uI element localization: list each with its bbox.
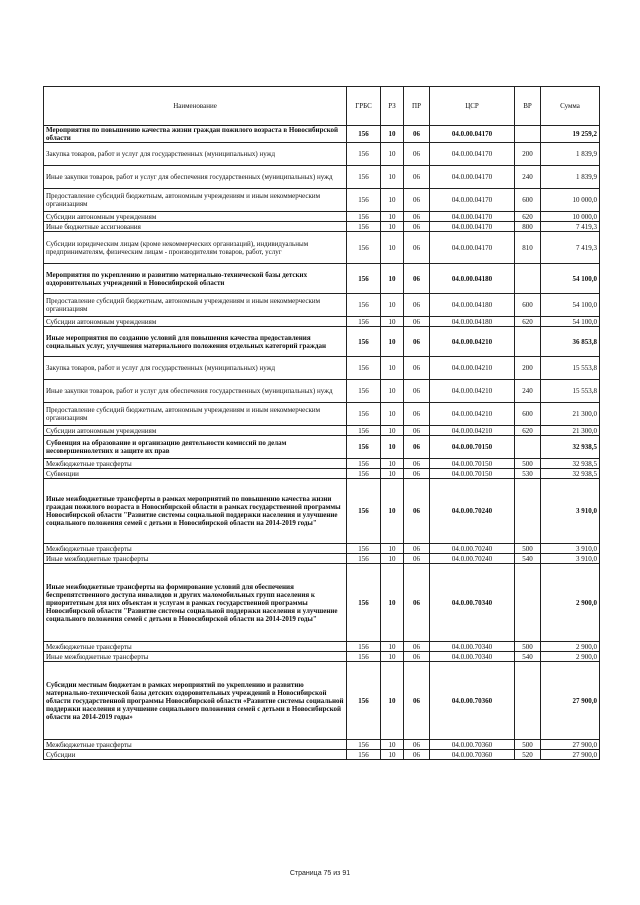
cell-grbs: 156 xyxy=(347,222,381,232)
cell-sum: 32 938,5 xyxy=(541,436,600,459)
cell-grbs: 156 xyxy=(347,469,381,479)
cell-grbs: 156 xyxy=(347,317,381,327)
cell-grbs: 156 xyxy=(347,166,381,189)
cell-vr: 600 xyxy=(515,189,541,212)
header-sum: Сумма xyxy=(541,87,600,126)
header-grbs: ГРБС xyxy=(347,87,381,126)
table-row xyxy=(44,564,600,642)
table-row xyxy=(44,426,600,436)
cell-pr: 06 xyxy=(404,380,430,403)
cell-sum: 10 000,0 xyxy=(541,212,600,222)
cell-csr: 04.0.00.04170 xyxy=(430,189,515,212)
cell-sum: 15 553,8 xyxy=(541,380,600,403)
cell-csr: 04.0.00.04170 xyxy=(430,222,515,232)
header-rz: РЗ xyxy=(381,87,404,126)
table-row xyxy=(44,479,600,544)
table-row xyxy=(44,403,600,426)
cell-csr: 04.0.00.04170 xyxy=(430,166,515,189)
cell-pr: 06 xyxy=(404,232,430,264)
cell-sum: 15 553,8 xyxy=(541,357,600,380)
cell-vr xyxy=(515,264,541,294)
cell-csr: 04.0.00.70340 xyxy=(430,642,515,652)
cell-rz: 10 xyxy=(381,357,404,380)
cell-pr: 06 xyxy=(404,750,430,760)
cell-csr: 04.0.00.04170 xyxy=(430,212,515,222)
cell-rz: 10 xyxy=(381,294,404,317)
cell-name: Иные закупки товаров, работ и услуг для обеспечения государственных (муниципальных) нужд xyxy=(44,380,347,403)
cell-name: Межбюджетные трансферты xyxy=(44,642,347,652)
cell-rz: 10 xyxy=(381,126,404,143)
cell-vr: 500 xyxy=(515,740,541,750)
cell-csr: 04.0.00.70240 xyxy=(430,554,515,564)
table-row xyxy=(44,327,600,357)
cell-csr: 04.0.00.04210 xyxy=(430,426,515,436)
cell-name: Предоставление субсидий бюджетным, автономным учреждениям и иным некоммерческим организациям xyxy=(44,189,347,212)
table-row xyxy=(44,642,600,652)
cell-rz: 10 xyxy=(381,436,404,459)
cell-rz: 10 xyxy=(381,750,404,760)
cell-vr: 200 xyxy=(515,143,541,166)
cell-sum: 21 300,0 xyxy=(541,426,600,436)
cell-name: Иные межбюджетные трансферты в рамках мероприятий по повышению качества жизни граждан пожилого возраста в Новосибирской области в рамках государственной программы Новосибирской области "Развитие системы социальной поддержки населения и улучшение социального положения семей с детьми в Новосибирской области на 2014-2019 годы" xyxy=(44,479,347,544)
cell-pr: 06 xyxy=(404,469,430,479)
cell-rz: 10 xyxy=(381,380,404,403)
cell-vr: 620 xyxy=(515,426,541,436)
cell-sum: 7 419,3 xyxy=(541,232,600,264)
cell-rz: 10 xyxy=(381,479,404,544)
cell-pr: 06 xyxy=(404,294,430,317)
table-row xyxy=(44,357,600,380)
cell-sum: 1 839,9 xyxy=(541,143,600,166)
cell-csr: 04.0.00.04180 xyxy=(430,294,515,317)
cell-pr: 06 xyxy=(404,544,430,554)
cell-rz: 10 xyxy=(381,740,404,750)
cell-pr: 06 xyxy=(404,212,430,222)
cell-name: Межбюджетные трансферты xyxy=(44,740,347,750)
table-row xyxy=(44,166,600,189)
cell-sum: 54 100,0 xyxy=(541,264,600,294)
cell-grbs: 156 xyxy=(347,212,381,222)
cell-vr: 540 xyxy=(515,652,541,662)
cell-grbs: 156 xyxy=(347,564,381,642)
cell-pr: 06 xyxy=(404,327,430,357)
cell-vr xyxy=(515,126,541,143)
cell-name: Субсидии автономным учреждениям xyxy=(44,212,347,222)
cell-pr: 06 xyxy=(404,479,430,544)
header-csr: ЦСР xyxy=(430,87,515,126)
cell-csr: 04.0.00.70150 xyxy=(430,469,515,479)
header-name: Наименование xyxy=(44,87,347,126)
table-row xyxy=(44,189,600,212)
table-row xyxy=(44,554,600,564)
cell-rz: 10 xyxy=(381,232,404,264)
header-pr: ПР xyxy=(404,87,430,126)
cell-grbs: 156 xyxy=(347,479,381,544)
cell-rz: 10 xyxy=(381,554,404,564)
cell-name: Иные мероприятия по созданию условий для повышения качества предоставления социальных услуг, улучшения материального положения отдельных категорий граждан xyxy=(44,327,347,357)
cell-pr: 06 xyxy=(404,357,430,380)
table-row xyxy=(44,469,600,479)
table-row xyxy=(44,294,600,317)
cell-pr: 06 xyxy=(404,426,430,436)
cell-vr: 240 xyxy=(515,380,541,403)
cell-vr: 600 xyxy=(515,294,541,317)
cell-name: Субсидии юридическим лицам (кроме некоммерческих организаций), индивидуальным предпринимателям, физическим лицам - производителям товаров, работ, услуг xyxy=(44,232,347,264)
cell-rz: 10 xyxy=(381,662,404,740)
budget-table xyxy=(43,86,600,760)
cell-csr: 04.0.00.70360 xyxy=(430,740,515,750)
cell-name: Иные бюджетные ассигнования xyxy=(44,222,347,232)
cell-pr: 06 xyxy=(404,554,430,564)
cell-pr: 06 xyxy=(404,652,430,662)
cell-csr: 04.0.00.04180 xyxy=(430,317,515,327)
cell-rz: 10 xyxy=(381,143,404,166)
cell-sum: 7 419,3 xyxy=(541,222,600,232)
cell-name: Закупка товаров, работ и услуг для государственных (муниципальных) нужд xyxy=(44,357,347,380)
cell-csr: 04.0.00.70360 xyxy=(430,662,515,740)
cell-grbs: 156 xyxy=(347,357,381,380)
cell-grbs: 156 xyxy=(347,436,381,459)
cell-rz: 10 xyxy=(381,212,404,222)
cell-pr: 06 xyxy=(404,143,430,166)
cell-sum: 27 900,0 xyxy=(541,740,600,750)
cell-grbs: 156 xyxy=(347,740,381,750)
header-vr: ВР xyxy=(515,87,541,126)
cell-rz: 10 xyxy=(381,426,404,436)
cell-pr: 06 xyxy=(404,564,430,642)
cell-name: Иные закупки товаров, работ и услуг для обеспечения государственных (муниципальных) нужд xyxy=(44,166,347,189)
cell-grbs: 156 xyxy=(347,459,381,469)
cell-name: Мероприятия по укреплению и развитию материально-технической базы детских оздоровительных учреждений в Новосибирской области xyxy=(44,264,347,294)
cell-rz: 10 xyxy=(381,544,404,554)
cell-rz: 10 xyxy=(381,403,404,426)
table-row xyxy=(44,380,600,403)
cell-sum: 27 900,0 xyxy=(541,750,600,760)
table-row xyxy=(44,544,600,554)
cell-name: Иные межбюджетные трансферты xyxy=(44,554,347,564)
cell-name: Межбюджетные трансферты xyxy=(44,544,347,554)
cell-csr: 04.0.00.04210 xyxy=(430,357,515,380)
cell-sum: 3 910,0 xyxy=(541,554,600,564)
cell-csr: 04.0.00.04170 xyxy=(430,143,515,166)
cell-csr: 04.0.00.70360 xyxy=(430,750,515,760)
cell-pr: 06 xyxy=(404,222,430,232)
cell-grbs: 156 xyxy=(347,380,381,403)
cell-csr: 04.0.00.04180 xyxy=(430,264,515,294)
cell-grbs: 156 xyxy=(347,642,381,652)
cell-pr: 06 xyxy=(404,642,430,652)
cell-pr: 06 xyxy=(404,264,430,294)
cell-name: Закупка товаров, работ и услуг для государственных (муниципальных) нужд xyxy=(44,143,347,166)
cell-sum: 54 100,0 xyxy=(541,317,600,327)
table-header-row xyxy=(44,87,600,126)
cell-vr: 800 xyxy=(515,222,541,232)
cell-vr: 500 xyxy=(515,459,541,469)
table-body xyxy=(44,126,600,760)
table-row xyxy=(44,436,600,459)
cell-name: Субсидии автономным учреждениям xyxy=(44,317,347,327)
cell-pr: 06 xyxy=(404,459,430,469)
cell-sum: 32 938,5 xyxy=(541,469,600,479)
table-row xyxy=(44,459,600,469)
cell-vr: 520 xyxy=(515,750,541,760)
table-row xyxy=(44,232,600,264)
cell-csr: 04.0.00.04210 xyxy=(430,403,515,426)
cell-csr: 04.0.00.04210 xyxy=(430,380,515,403)
cell-grbs: 156 xyxy=(347,189,381,212)
cell-sum: 1 839,9 xyxy=(541,166,600,189)
cell-vr: 240 xyxy=(515,166,541,189)
cell-grbs: 156 xyxy=(347,143,381,166)
cell-name: Предоставление субсидий бюджетным, автономным учреждениям и иным некоммерческим организациям xyxy=(44,294,347,317)
table-row xyxy=(44,222,600,232)
cell-pr: 06 xyxy=(404,403,430,426)
table-row xyxy=(44,264,600,294)
cell-vr: 600 xyxy=(515,403,541,426)
cell-csr: 04.0.00.70340 xyxy=(430,564,515,642)
cell-name: Мероприятия по повышению качества жизни граждан пожилого возраста в Новосибирской области xyxy=(44,126,347,143)
cell-pr: 06 xyxy=(404,662,430,740)
cell-rz: 10 xyxy=(381,166,404,189)
cell-pr: 06 xyxy=(404,189,430,212)
table-row xyxy=(44,662,600,740)
cell-vr xyxy=(515,564,541,642)
cell-grbs: 156 xyxy=(347,750,381,760)
table-row xyxy=(44,143,600,166)
cell-name: Субвенция на образование и организацию деятельности комиссий по делам несовершеннолетних и защите их прав xyxy=(44,436,347,459)
cell-sum: 10 000,0 xyxy=(541,189,600,212)
cell-vr xyxy=(515,662,541,740)
cell-sum: 32 938,5 xyxy=(541,459,600,469)
cell-pr: 06 xyxy=(404,317,430,327)
cell-csr: 04.0.00.04170 xyxy=(430,232,515,264)
cell-grbs: 156 xyxy=(347,126,381,143)
cell-name: Предоставление субсидий бюджетным, автономным учреждениям и иным некоммерческим организациям xyxy=(44,403,347,426)
cell-name: Иные межбюджетные трансферты на формирование условий для обеспечения беспрепятственного доступа инвалидов и других маломобильных групп населения к приоритетным для них объектам и услугам в рамках государственной программы Новосибирской области "Развитие системы социальной поддержки населения и улучшение социального положения семей с детьми в Новосибирской области на 2014-2019 годы" xyxy=(44,564,347,642)
cell-grbs: 156 xyxy=(347,327,381,357)
cell-csr: 04.0.00.04170 xyxy=(430,126,515,143)
table-row xyxy=(44,317,600,327)
table-row xyxy=(44,126,600,143)
cell-grbs: 156 xyxy=(347,652,381,662)
cell-pr: 06 xyxy=(404,126,430,143)
cell-vr: 530 xyxy=(515,469,541,479)
cell-sum: 2 900,0 xyxy=(541,642,600,652)
cell-grbs: 156 xyxy=(347,264,381,294)
cell-sum: 3 910,0 xyxy=(541,479,600,544)
cell-csr: 04.0.00.70150 xyxy=(430,436,515,459)
cell-pr: 06 xyxy=(404,740,430,750)
cell-csr: 04.0.00.70240 xyxy=(430,479,515,544)
cell-grbs: 156 xyxy=(347,294,381,317)
cell-name: Субсидии xyxy=(44,750,347,760)
cell-rz: 10 xyxy=(381,317,404,327)
cell-rz: 10 xyxy=(381,564,404,642)
table-row xyxy=(44,652,600,662)
cell-rz: 10 xyxy=(381,459,404,469)
cell-name: Субсидии местным бюджетам в рамках мероприятий по укреплению и развитию материально-технической базы детских оздоровительных учреждений в Новосибирской области государственной программы Новосибирской области «Развитие системы социальной поддержки населения и улучшение социального положения семей с детьми в Новосибирской области на 2014-2019 годы» xyxy=(44,662,347,740)
cell-csr: 04.0.00.70150 xyxy=(430,459,515,469)
cell-vr xyxy=(515,436,541,459)
cell-rz: 10 xyxy=(381,222,404,232)
cell-grbs: 156 xyxy=(347,232,381,264)
cell-name: Иные межбюджетные трансферты xyxy=(44,652,347,662)
cell-grbs: 156 xyxy=(347,426,381,436)
cell-vr: 620 xyxy=(515,317,541,327)
cell-vr: 500 xyxy=(515,544,541,554)
table-row xyxy=(44,212,600,222)
cell-pr: 06 xyxy=(404,166,430,189)
cell-rz: 10 xyxy=(381,469,404,479)
cell-grbs: 156 xyxy=(347,554,381,564)
cell-rz: 10 xyxy=(381,189,404,212)
cell-csr: 04.0.00.70340 xyxy=(430,652,515,662)
cell-vr: 200 xyxy=(515,357,541,380)
cell-name: Субвенции xyxy=(44,469,347,479)
cell-vr: 540 xyxy=(515,554,541,564)
table-row xyxy=(44,740,600,750)
cell-grbs: 156 xyxy=(347,662,381,740)
cell-rz: 10 xyxy=(381,264,404,294)
cell-name: Межбюджетные трансферты xyxy=(44,459,347,469)
cell-vr: 500 xyxy=(515,642,541,652)
cell-rz: 10 xyxy=(381,327,404,357)
page-number: Страница 75 из 91 xyxy=(289,870,351,877)
cell-sum: 2 900,0 xyxy=(541,652,600,662)
cell-sum: 19 259,2 xyxy=(541,126,600,143)
cell-vr: 810 xyxy=(515,232,541,264)
cell-csr: 04.0.00.70240 xyxy=(430,544,515,554)
cell-grbs: 156 xyxy=(347,403,381,426)
cell-csr: 04.0.00.04210 xyxy=(430,327,515,357)
cell-sum: 27 900,0 xyxy=(541,662,600,740)
cell-vr xyxy=(515,479,541,544)
cell-name: Субсидии автономным учреждениям xyxy=(44,426,347,436)
cell-sum: 54 100,0 xyxy=(541,294,600,317)
cell-pr: 06 xyxy=(404,436,430,459)
cell-rz: 10 xyxy=(381,642,404,652)
cell-sum: 36 853,8 xyxy=(541,327,600,357)
cell-sum: 3 910,0 xyxy=(541,544,600,554)
cell-vr xyxy=(515,327,541,357)
table-row xyxy=(44,750,600,760)
cell-grbs: 156 xyxy=(347,544,381,554)
cell-rz: 10 xyxy=(381,652,404,662)
cell-sum: 2 900,0 xyxy=(541,564,600,642)
cell-vr: 620 xyxy=(515,212,541,222)
cell-sum: 21 300,0 xyxy=(541,403,600,426)
